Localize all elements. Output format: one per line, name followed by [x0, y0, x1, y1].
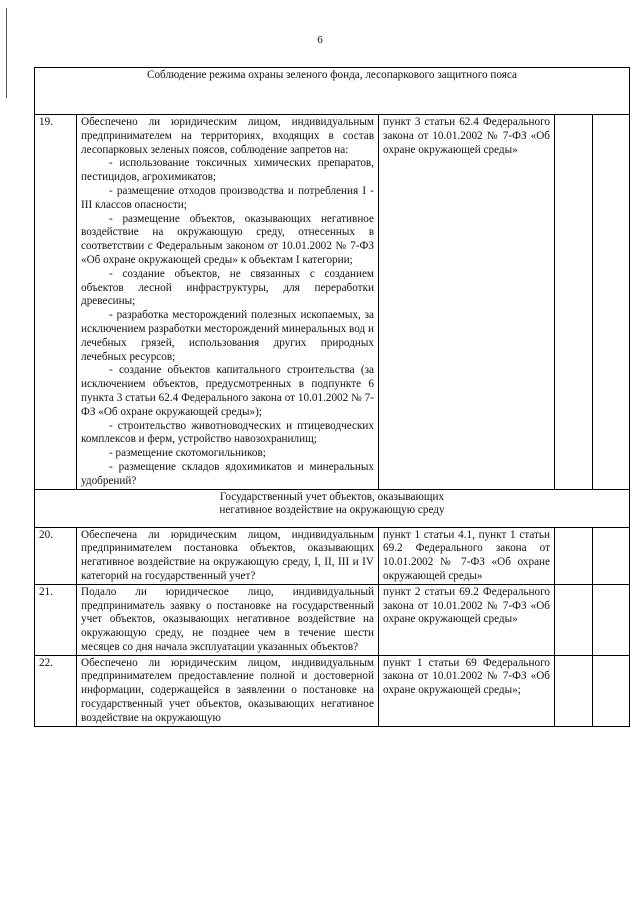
answer-cell[interactable] — [555, 527, 593, 584]
table-row — [35, 584, 630, 655]
question-text: Обеспечена ли юридическим лицом, индивидуальным предпринимателем постановка объектов, оказывающих негативное воздействие на окружающую среду, I, II, III и IV категорий на государственный учет? — [77, 527, 379, 584]
page-number: 6 — [317, 34, 323, 46]
list-item: - использование токсичных химических препаратов, пестицидов, агрохимикатов; — [81, 157, 374, 184]
section-title: Соблюдение режима охраны зеленого фонда, лесопаркового защитного пояса — [35, 68, 630, 115]
list-item: - размещение объектов, оказывающих негативное воздействие на окружающую среду, отнесенных в соответствии с Федеральным законом от 10.01.2002 № 7-ФЗ «Об охране окружающей среды» к объектам I категории; — [81, 212, 374, 266]
section-title — [35, 489, 630, 527]
question-text: Обеспечено ли юридическим лицом, индивидуальным предпринимателем предоставление полной и достоверной информации, содержащейся в заявлении о постановке на государственный учет объектов, оказывающих негативное воздействие на окружающую — [77, 655, 379, 726]
row-number: 20. — [35, 527, 77, 584]
row-number: 19. — [35, 115, 77, 490]
question-text: Обеспечено ли юридическим лицом, индивидуальным предпринимателем на территориях, входящих в состав лесопарковых зеленых поясов, соблюдение запретов на: — [81, 116, 374, 156]
table-row — [35, 527, 630, 584]
question-text: Подало ли юридическое лицо, индивидуальный предприниматель заявку о постановке на государственный учет объектов, оказывающих негативное воздействие на окружающую среду, не позднее чем в течение шести месяцев со дня начала эксплуатации указанных объектов? — [77, 584, 379, 655]
section-title-line: негативное воздействие на окружающую среду — [219, 503, 445, 516]
checklist-table — [34, 67, 630, 727]
answer-cell[interactable] — [555, 584, 593, 655]
question-cell — [77, 115, 379, 490]
list-item: - размещение складов ядохимикатов и минеральных удобрений? — [81, 460, 374, 487]
table-row — [35, 115, 630, 490]
note-cell[interactable] — [593, 527, 630, 584]
list-item: - разработка месторождений полезных ископаемых, за исключением разработки месторождений минеральных вод и лечебных грязей, использования других природных лечебных ресурсов; — [81, 309, 374, 363]
legal-reference: пункт 3 статьи 62.4 Федерального закона от 10.01.2002 № 7-ФЗ «Об охране окружающей среды» — [379, 115, 555, 490]
legal-reference: пункт 1 статьи 69 Федерального закона от 10.01.2002 № 7-ФЗ «Об охране окружающей среды»; — [379, 655, 555, 726]
list-item: - создание объектов, не связанных с созданием объектов лесной инфраструктуры, для переработки древесины; — [81, 267, 374, 308]
answer-cell[interactable] — [555, 655, 593, 726]
answer-cell[interactable] — [555, 115, 593, 490]
legal-reference: пункт 2 статьи 69.2 Федерального закона от 10.01.2002 № 7-ФЗ «Об охране окружающей среды» — [379, 584, 555, 655]
list-item: - размещение отходов производства и потребления I - III классов опасности; — [81, 184, 374, 211]
list-item: - создание объектов капитального строительства (за исключением объектов, предусмотренных в подпункте 6 пункта 3 статьи 62.4 Федерального закона от 10.01.2002 № 7-ФЗ «Об охране окружающей среды»); — [81, 364, 374, 418]
table-row — [35, 655, 630, 726]
note-cell[interactable] — [593, 115, 630, 490]
row-number: 22. — [35, 655, 77, 726]
note-cell[interactable] — [593, 584, 630, 655]
row-number: 21. — [35, 584, 77, 655]
section-title-line: Государственный учет объектов, оказывающих — [219, 490, 445, 503]
section-header-row — [35, 68, 630, 115]
legal-reference: пункт 1 статьи 4.1, пункт 1 статьи 69.2 Федерального закона от 10.01.2002 № 7-ФЗ «Об охране окружающей среды» — [379, 527, 555, 584]
scan-edge-mark — [6, 8, 7, 98]
list-item: - строительство животноводческих и птицеводческих комплексов и ферм, устройство навозохранилищ; — [81, 419, 374, 446]
section-header-row — [35, 489, 630, 527]
list-item: - размещение скотомогильников; — [109, 447, 266, 460]
note-cell[interactable] — [593, 655, 630, 726]
